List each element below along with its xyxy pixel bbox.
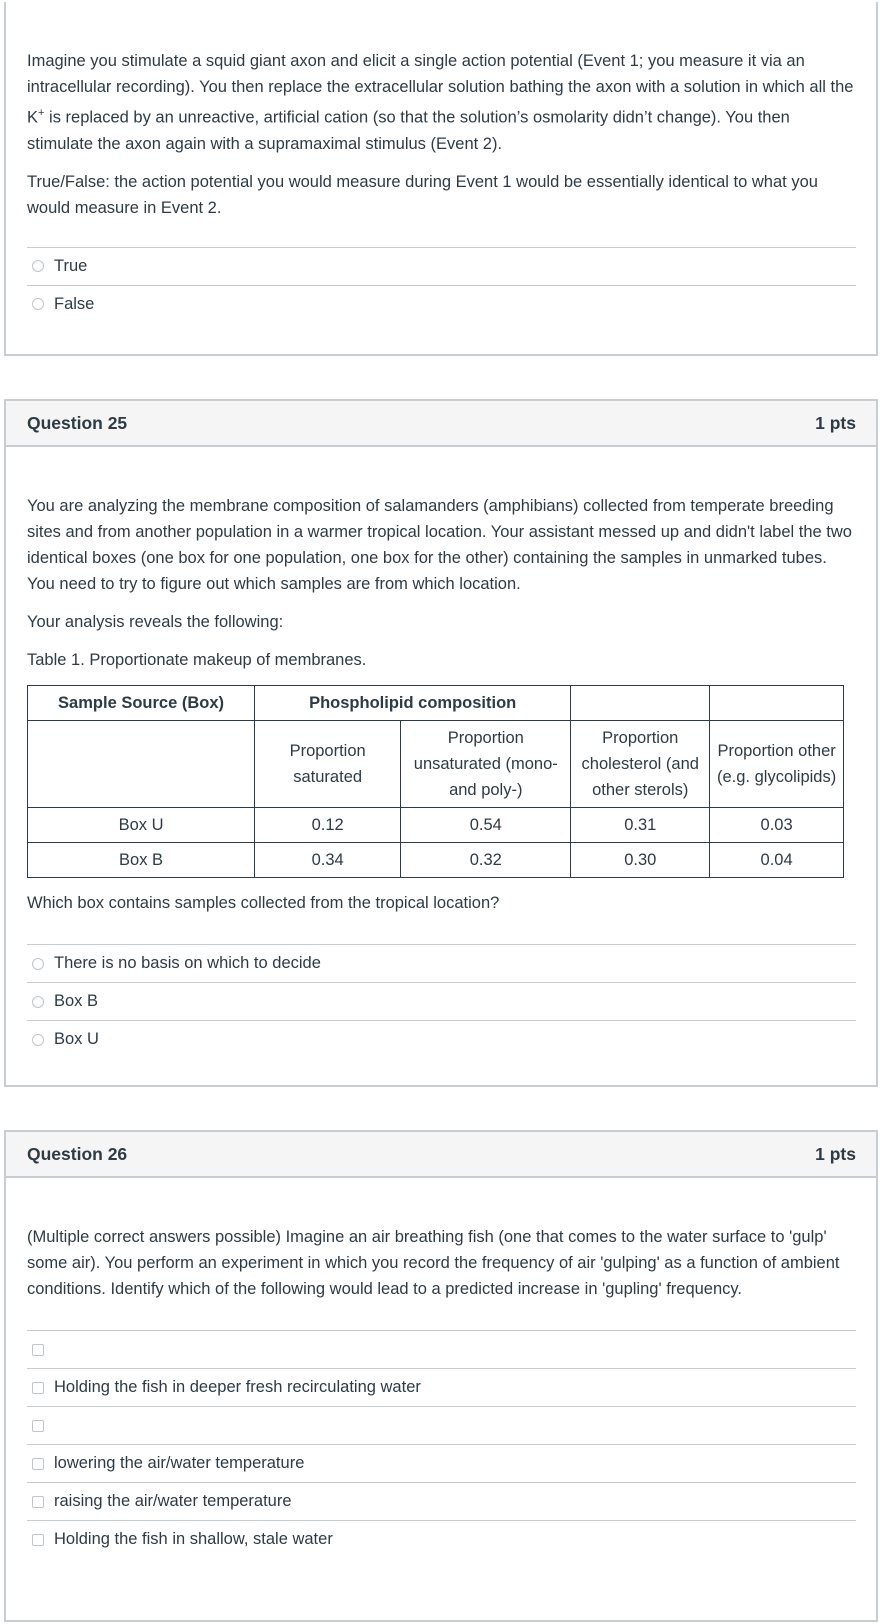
header-other: Proportion other (e.g. glycolipids): [710, 721, 844, 808]
question-25-answers: [27, 944, 856, 1058]
checkbox-icon[interactable]: [32, 1382, 44, 1394]
radio-icon[interactable]: [32, 260, 44, 272]
answer-no-basis[interactable]: There is no basis on which to decide: [27, 944, 856, 982]
header-empty: [571, 686, 710, 721]
header-source: Sample Source (Box): [28, 686, 255, 721]
question-24-paragraph-1: Imagine you stimulate a squid giant axon and elicit a single action potential (Event 1; you measure it via an intracellular recording). You then replace the extracellular solution bathing the axon with a solution in which all the K+ is replaced by an unreactive, artificial cation (so that the solution’s osmolarity didn’t change). You then stimulate the axon again with a supramaximal stimulus (Event 2).: [27, 52, 854, 153]
question-26-text: [6, 1178, 876, 1302]
answer-box-u[interactable]: Box U: [27, 1020, 856, 1058]
subheader-empty: [28, 721, 255, 808]
cell-source: Box U: [28, 808, 255, 843]
answer-box-b[interactable]: Box B: [27, 982, 856, 1020]
question-25-prompt: [6, 878, 876, 916]
header-cholesterol: Proportion cholesterol (and other sterols): [571, 721, 710, 808]
question-26-card: [4, 1130, 878, 1622]
cell-other: 0.04: [710, 843, 844, 878]
question-25-header: [6, 401, 876, 447]
membrane-table: [27, 685, 844, 878]
answer-true[interactable]: True: [27, 247, 856, 285]
cell-cholesterol: 0.30: [571, 843, 710, 878]
radio-icon[interactable]: [32, 958, 44, 970]
cell-unsaturated: 0.54: [401, 808, 571, 843]
header-unsaturated: Proportion unsaturated (mono- and poly-): [401, 721, 571, 808]
question-points: 1 pts: [815, 412, 856, 433]
checkbox-icon[interactable]: [32, 1420, 44, 1432]
question-25-paragraph-1: You are analyzing the membrane composition of salamanders (amphibians) collected from temperate breeding sites and from another population in a warmer tropical location. Your assistant messed up and didn't label the two identical boxes (one box for one population, one box for the other) containing the samples in unmarked tubes. You need to try to figure out which samples are from which location.: [27, 497, 852, 593]
table-header-row: [28, 686, 844, 721]
cell-other: 0.03: [710, 808, 844, 843]
question-points: 1 pts: [815, 1143, 856, 1164]
question-25-paragraph-2: Your analysis reveals the following:: [27, 613, 284, 631]
radio-icon[interactable]: [32, 1034, 44, 1046]
question-26-answers: [27, 1330, 856, 1558]
table-row: [28, 808, 844, 843]
answer-option-2[interactable]: Holding the fish in deeper fresh recirculating water: [27, 1368, 856, 1406]
cell-saturated: 0.12: [255, 808, 401, 843]
question-24-paragraph-2: True/False: the action potential you would measure during Event 1 would be essentially identical to what you would measure in Event 2.: [27, 172, 818, 217]
answer-option-4[interactable]: lowering the air/water temperature: [27, 1444, 856, 1482]
radio-icon[interactable]: [32, 996, 44, 1008]
answer-false[interactable]: False: [27, 285, 856, 323]
question-title: Question 26: [27, 1143, 128, 1164]
question-24-card: [4, 2, 878, 356]
answer-option-5[interactable]: raising the air/water temperature: [27, 1482, 856, 1520]
question-25-paragraph-3: Which box contains samples collected from the tropical location?: [27, 894, 500, 912]
answer-option-6[interactable]: Holding the fish in shallow, stale water: [27, 1520, 856, 1558]
answer-option-3[interactable]: [27, 1406, 856, 1444]
question-24-text: [6, 2, 876, 221]
checkbox-icon[interactable]: [32, 1496, 44, 1508]
question-24-answers: [27, 247, 856, 323]
cell-saturated: 0.34: [255, 843, 401, 878]
question-26-paragraph-1: (Multiple correct answers possible) Imagine an air breathing fish (one that comes to the water surface to 'gulp' some air). You perform an experiment in which you record the frequency of air 'gulping' as a function of ambient conditions. Identify which of the following would lead to a predicted increase in 'gupling' frequency.: [27, 1228, 840, 1298]
checkbox-icon[interactable]: [32, 1458, 44, 1470]
question-title: Question 25: [27, 412, 128, 433]
question-25-text: [6, 447, 876, 673]
table-caption: Table 1. Proportionate makeup of membranes.: [27, 651, 367, 669]
checkbox-icon[interactable]: [32, 1344, 44, 1356]
question-25-card: [4, 399, 878, 1087]
radio-icon[interactable]: [32, 298, 44, 310]
table-row: [28, 843, 844, 878]
header-saturated: Proportion saturated: [255, 721, 401, 808]
header-empty: [710, 686, 844, 721]
checkbox-icon[interactable]: [32, 1534, 44, 1546]
table-subheader-row: [28, 721, 844, 808]
question-26-header: [6, 1132, 876, 1178]
answer-option-1[interactable]: [27, 1330, 856, 1368]
cell-cholesterol: 0.31: [571, 808, 710, 843]
cell-unsaturated: 0.32: [401, 843, 571, 878]
cell-source: Box B: [28, 843, 255, 878]
header-phospholipid: Phospholipid composition: [255, 686, 571, 721]
